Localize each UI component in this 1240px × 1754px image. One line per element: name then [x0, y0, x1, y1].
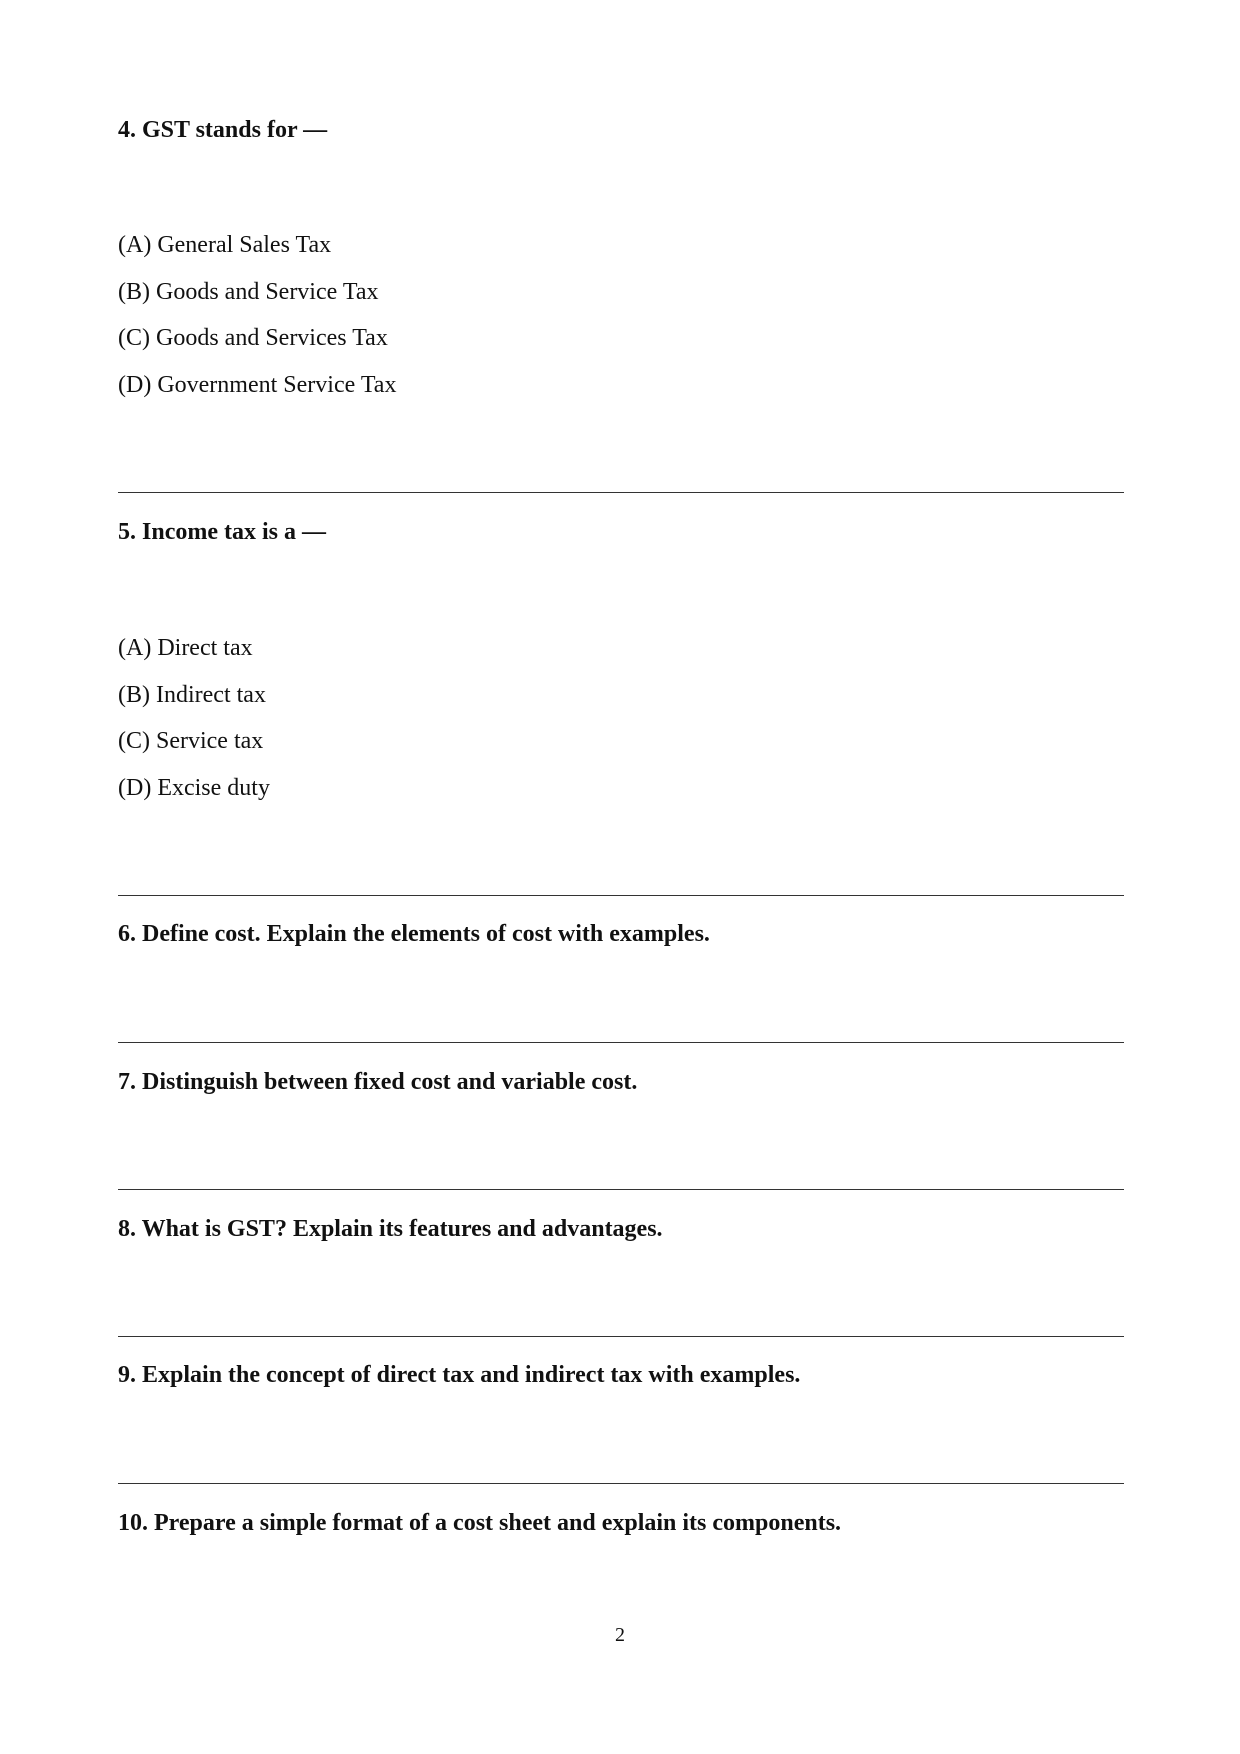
- question-5-option-c: (C) Service tax: [118, 728, 264, 754]
- question-4-option-b: (B) Goods and Service Tax: [118, 279, 379, 305]
- question-4-option-d: (D) Government Service Tax: [118, 372, 397, 398]
- divider: [118, 895, 1124, 896]
- question-10-title: 10. Prepare a simple format of a cost sheet and explain its components.: [118, 1510, 842, 1536]
- divider: [118, 492, 1124, 493]
- question-6-title: 6. Define cost. Explain the elements of cost with examples.: [118, 921, 710, 947]
- question-4-option-a: (A) General Sales Tax: [118, 232, 332, 258]
- divider: [118, 1336, 1124, 1337]
- question-5-option-a: (A) Direct tax: [118, 635, 253, 661]
- question-8-title: 8. What is GST? Explain its features and advantages.: [118, 1216, 663, 1242]
- question-5-title: 5. Income tax is a —: [118, 519, 326, 545]
- divider: [118, 1189, 1124, 1190]
- divider: [118, 1042, 1124, 1043]
- question-4-title: 4. GST stands for —: [118, 117, 328, 143]
- page-number: 2: [615, 1624, 625, 1646]
- question-9-title: 9. Explain the concept of direct tax and indirect tax with examples.: [118, 1362, 801, 1388]
- divider: [118, 1483, 1124, 1484]
- question-5-option-d: (D) Excise duty: [118, 775, 270, 801]
- question-4-option-c: (C) Goods and Services Tax: [118, 325, 388, 351]
- question-5-option-b: (B) Indirect tax: [118, 682, 266, 708]
- question-7-title: 7. Distinguish between fixed cost and variable cost.: [118, 1069, 638, 1095]
